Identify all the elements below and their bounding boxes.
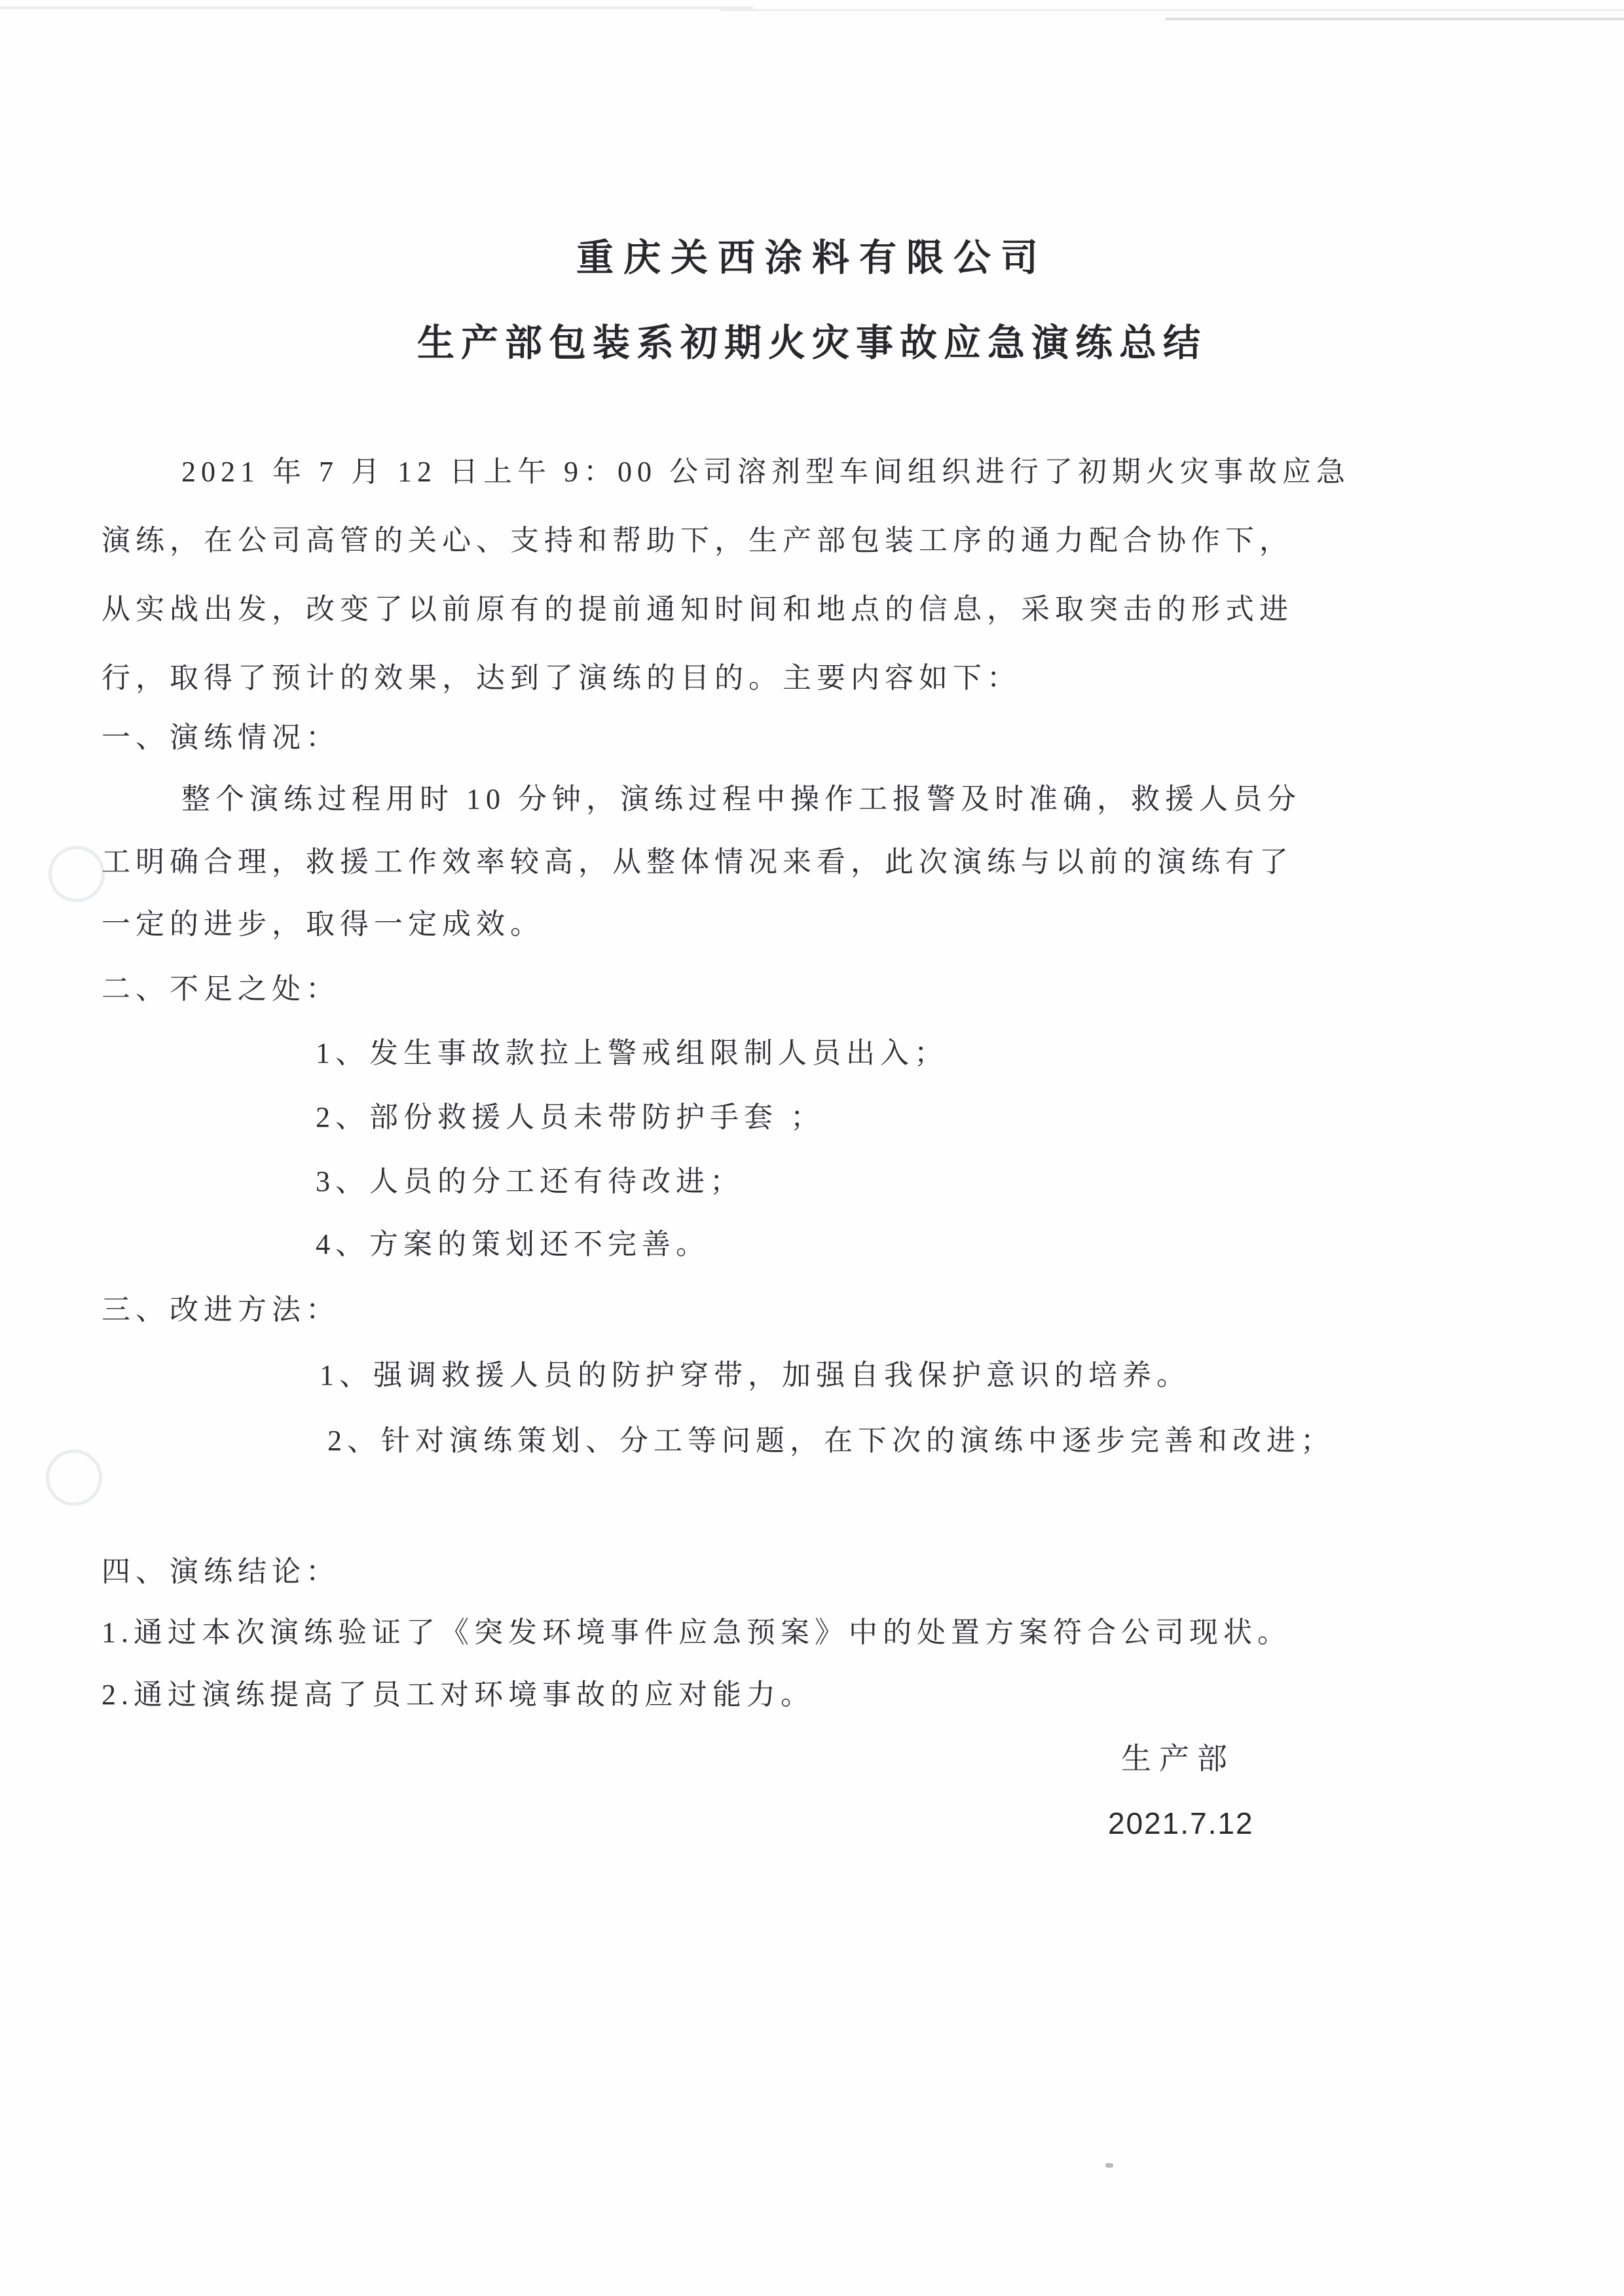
section-3-item-1: 1、强调救援人员的防护穿带，加强自我保护意识的培养。 — [320, 1359, 1190, 1391]
section-2-item-3: 3、人员的分工还有待改进； — [316, 1165, 744, 1197]
section-2-heading: 二、不足之处： — [101, 973, 340, 1005]
section-4-item-2: 2.通过演练提高了员工对环境事故的应对能力。 — [101, 1679, 815, 1711]
company-title: 重庆关西涂料有限公司 — [576, 238, 1048, 279]
signature-date: 2021.7.12 — [1108, 1806, 1254, 1840]
section-2-item-2: 2、部份救援人员未带防护手套 ； — [316, 1101, 824, 1133]
section-1-line-2: 工明确合理，救援工作效率较高，从整体情况来看，此次演练与以前的演练有了 — [101, 846, 1293, 878]
intro-line-2: 演练，在公司高管的关心、支持和帮助下，生产部包装工序的通力配合协作下， — [101, 524, 1293, 556]
intro-line-4: 行，取得了预计的效果，达到了演练的目的。主要内容如下： — [101, 662, 1021, 694]
section-3-heading: 三、改进方法： — [101, 1294, 340, 1326]
speck-artifact — [1105, 2163, 1113, 2168]
section-1-line-3: 一定的进步，取得一定成效。 — [101, 908, 544, 940]
scan-artifact-top-middle-line — [720, 9, 1624, 11]
section-1-heading: 一、演练情况： — [101, 721, 340, 754]
hole-punch-lower — [46, 1449, 102, 1506]
section-1-line-1: 整个演练过程用时 10 分钟，演练过程中操作工报警及时准确，救援人员分 — [181, 783, 1301, 815]
intro-line-1: 2021 年 7 月 12 日上午 9：00 公司溶剂型车间组织进行了初期火灾事故应急 — [181, 456, 1350, 488]
section-4-heading: 四、演练结论： — [101, 1556, 340, 1588]
section-2-item-1: 1、发生事故款拉上警戒组限制人员出入； — [316, 1037, 948, 1069]
section-4-item-1: 1.通过本次演练验证了《突发环境事件应急预案》中的处置方案符合公司现状。 — [101, 1616, 1291, 1649]
hole-punch-upper — [48, 846, 105, 902]
intro-line-3: 从实战出发，改变了以前原有的提前通知时间和地点的信息，采取突击的形式进 — [101, 593, 1293, 625]
scan-artifact-top-left-line — [0, 7, 753, 9]
section-3-item-2: 2、针对演练策划、分工等问题，在下次的演练中逐步完善和改进； — [327, 1425, 1335, 1457]
section-2-item-4: 4、方案的策划还不完善。 — [316, 1228, 710, 1260]
scan-artifact-top-right-line — [1166, 18, 1624, 20]
doc-title: 生产部包装系初期火灾事故应急演练总结 — [417, 323, 1207, 364]
signature-department: 生产部 — [1121, 1742, 1235, 1776]
